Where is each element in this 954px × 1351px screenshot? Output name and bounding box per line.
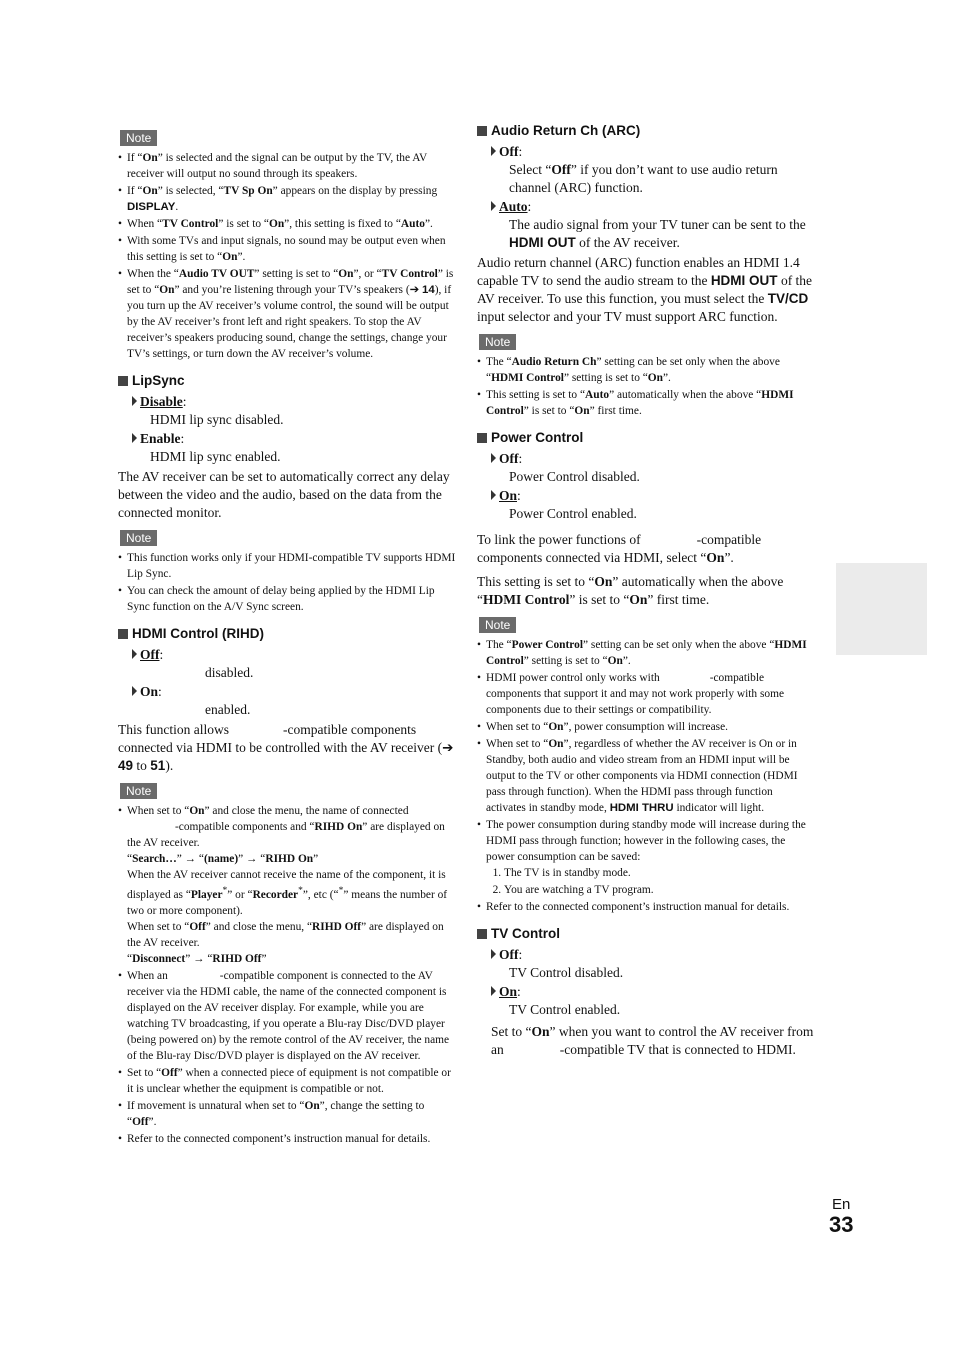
triangle-bullet-icon xyxy=(491,201,496,211)
triangle-bullet-icon xyxy=(132,686,137,696)
triangle-bullet-icon xyxy=(132,433,137,443)
square-bullet-icon xyxy=(477,929,487,939)
square-bullet-icon xyxy=(118,376,128,386)
option-off: Off: xyxy=(132,646,456,664)
page-language: En xyxy=(832,1196,851,1213)
triangle-bullet-icon xyxy=(491,986,496,996)
list-item: • When set to “On” and close the menu, the name of connected -compatible components and “RIHD On” are displayed on the AV receiver. “Search…” → “(name)” → “RIHD On” When the AV receiver cannot receive the name of the component, it is displayed as “Player*” or “Recorder*”, etc (“*” means the number of two or more component). When set to “Off” and close the menu, “RIHD Off” are displayed on the AV receiver. “Disconnect” → “RIHD Off” xyxy=(118,803,456,967)
option-disable: Disable: xyxy=(132,393,456,411)
paragraph: To link the power functions of -compatible components connected via HDMI, select “On”. xyxy=(477,532,762,565)
numbered-list xyxy=(486,865,815,898)
triangle-bullet-icon xyxy=(491,490,496,500)
paragraph: Set to “On” when you want to control the AV receiver from an -compatible TV that is connected to HDMI. xyxy=(491,1024,814,1057)
list-item: • If “On” is selected and the signal can be output by the TV, the AV receiver will output no sound through its speakers. xyxy=(118,150,456,182)
list-item: • When the “Audio TV OUT” setting is set to “On”, or “TV Control” is set to “On” and you’re listening through your TV’s speakers (➔ 14), if you turn up the AV receiver’s volume control, the sound will be output by the AV receiver’s front left and right speakers. To stop the AV receiver’s speakers producing sound, change the settings, change your TV’s settings, or turn down the AV receiver’s volume. xyxy=(118,266,456,362)
option-description: Power Control enabled. xyxy=(509,506,637,521)
side-tab xyxy=(836,563,927,655)
list-item: • This setting is set to “Auto” automatically when the above “HDMI Control” is set to “On” first time. xyxy=(477,387,815,419)
list-item: • Refer to the connected component’s instruction manual for details. xyxy=(118,1131,456,1147)
note-badge: Note xyxy=(120,130,157,146)
list-item: • If “On” is selected, “TV Sp On” appears on the display by pressing DISPLAY. xyxy=(118,183,456,215)
note-badge: Note xyxy=(479,617,516,633)
option-auto: Auto: xyxy=(491,198,815,216)
list-item: • The “Audio Return Ch” setting can be set only when the above “HDMI Control” setting is set to “On”. xyxy=(477,354,815,386)
list-item: • HDMI power control only works with -compatible components that support it and may not work properly with some components due to their settings or compatibility. xyxy=(477,670,815,718)
list-item: • If movement is unnatural when set to “On”, change the setting to “Off”. xyxy=(118,1098,456,1130)
option-description: Power Control disabled. xyxy=(509,469,640,484)
list-item: • You can check the amount of delay being applied by the HDMI Lip Sync function on the A/V Sync screen. xyxy=(118,583,456,615)
section-heading-hdmi-control: HDMI Control (RIHD) xyxy=(118,625,456,643)
triangle-bullet-icon xyxy=(132,396,137,406)
paragraph: This function allows -compatible components connected via HDMI to be controlled with the AV receiver (➔ 49 to 51). xyxy=(118,722,454,773)
section-heading-tv-control: TV Control xyxy=(477,925,815,943)
option-description: TV Control enabled. xyxy=(509,1002,621,1017)
list-item: • Set to “Off” when a connected piece of equipment is not compatible or it is unclear whether the equipment is compatible or not. xyxy=(118,1065,456,1097)
option-description: The audio signal from your TV tuner can be sent to the HDMI OUT of the AV receiver. xyxy=(509,217,806,250)
note-badge: Note xyxy=(120,530,157,546)
note-list xyxy=(477,354,815,419)
square-bullet-icon xyxy=(118,629,128,639)
list-item: • The power consumption during standby mode will increase during the HDMI pass through function; however in the following cases, the power consumption can be saved: 1. The TV is in standby mode. 2. You are watching a TV program. xyxy=(477,817,815,898)
list-item: • When an -compatible component is connected to the AV receiver via the HDMI cable, the name of the connected component is displayed on the AV receiver display. For example, while you are watching TV broadcasting, if you operate a Blu-ray Disc/DVD player (being powered on) by the remote control of the AV receiver, the name of the Blu-ray Disc/DVD player is displayed on the AV receiver. xyxy=(118,968,456,1064)
paragraph: Audio return channel (ARC) function enables an HDMI 1.4 capable TV to send the audio stream to the HDMI OUT of the AV receiver. To use this function, you must select the TV/CD input selector and your TV must support ARC function. xyxy=(477,255,813,324)
option-description: HDMI lip sync disabled. xyxy=(150,412,284,427)
note-badge: Note xyxy=(479,334,516,350)
triangle-bullet-icon xyxy=(491,146,496,156)
list-item: • When “TV Control” is set to “On”, this setting is fixed to “Auto”. xyxy=(118,216,456,232)
right-column xyxy=(477,123,815,1065)
option-enable: Enable: xyxy=(132,430,456,448)
option-description: Select “Off” if you don’t want to use audio return channel (ARC) function. xyxy=(509,162,778,195)
list-item: • When set to “On”, power consumption will increase. xyxy=(477,719,815,735)
note-list xyxy=(118,150,456,362)
list-item: • When set to “On”, regardless of whether the AV receiver is On or in Standby, both audio and video stream from an HDMI input will be output to the TV or other components via HDMI connection (HDMI pass through function). When the HDMI pass through function activates in standby mode, HDMI THRU indicator will light. xyxy=(477,736,815,816)
option-on: On: xyxy=(491,983,815,1001)
note-badge: Note xyxy=(120,783,157,799)
list-item: • The “Power Control” setting can be set only when the above “HDMI Control” setting is set to “On”. xyxy=(477,637,815,669)
section-heading-power-control: Power Control xyxy=(477,429,815,447)
list-item: • Refer to the connected component’s instruction manual for details. xyxy=(477,899,815,915)
option-off: Off: xyxy=(491,450,815,468)
list-item: 2. You are watching a TV program. xyxy=(504,882,815,898)
option-off: Off: xyxy=(491,143,815,161)
triangle-bullet-icon xyxy=(491,949,496,959)
list-item: • This function works only if your HDMI-compatible TV supports HDMI Lip Sync. xyxy=(118,550,456,582)
option-description: HDMI lip sync enabled. xyxy=(150,449,281,464)
square-bullet-icon xyxy=(477,126,487,136)
option-description: enabled. xyxy=(205,702,251,717)
note-list xyxy=(118,550,456,615)
option-on: On: xyxy=(132,683,456,701)
section-heading-lipsync: LipSync xyxy=(118,372,456,390)
page-number: 33 xyxy=(829,1212,854,1237)
section-heading-arc: Audio Return Ch (ARC) xyxy=(477,122,815,140)
list-item: • With some TVs and input signals, no sound may be output even when this setting is set to “On”. xyxy=(118,233,456,265)
option-description: TV Control disabled. xyxy=(509,965,624,980)
option-off: Off: xyxy=(491,946,815,964)
left-column xyxy=(118,128,456,1157)
option-on: On: xyxy=(491,487,815,505)
list-item: 1. The TV is in standby mode. xyxy=(504,865,815,881)
paragraph: The AV receiver can be set to automatically correct any delay between the video and the audio, based on the data from the connected monitor. xyxy=(118,469,450,520)
triangle-bullet-icon xyxy=(491,453,496,463)
note-list xyxy=(118,803,456,1147)
note-list xyxy=(477,637,815,915)
paragraph: This setting is set to “On” automatically when the above “HDMI Control” is set to “On” first time. xyxy=(477,574,784,607)
triangle-bullet-icon xyxy=(132,649,137,659)
option-description: disabled. xyxy=(205,665,254,680)
square-bullet-icon xyxy=(477,433,487,443)
